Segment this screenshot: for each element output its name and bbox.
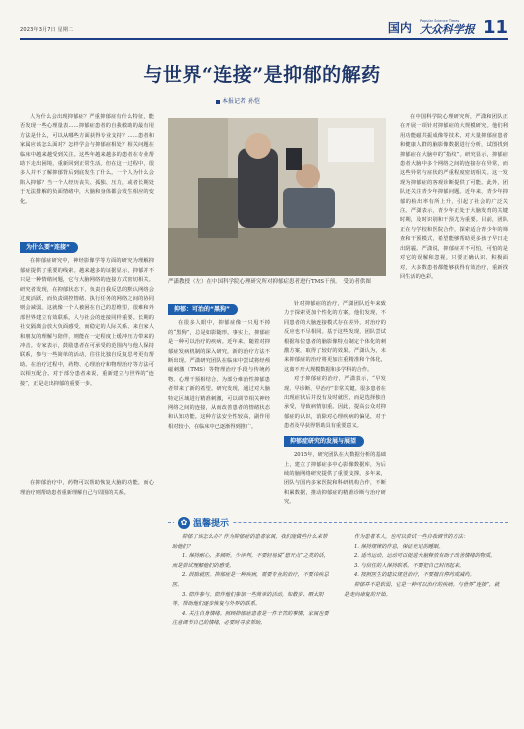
masthead-english: Popular Science Times <box>419 19 460 23</box>
byline-marker-icon <box>216 100 220 104</box>
tip-item: 3. 与信任的人保持联系，不要把自己封闭起来。 <box>354 562 465 569</box>
page-header <box>388 17 508 38</box>
subhead-treatable: 抑郁：可治的“黑狗” <box>168 304 238 315</box>
tip-item: 2. 鼓励就医。抑郁症是一种疾病，需要专业的治疗，不要讳疾忌医。 <box>172 572 329 588</box>
article-column-2 <box>168 300 270 520</box>
paragraph: 人为什么会出现抑郁症？严重抑郁症有什么特征，能否发现一些心理量表……抑郁症患者的自我救助的最有用方法是什么，可以从哪些方面获得专业支持？……患者和家属应该怎么面对？怎样学会与抑郁症相处？相关问题在临床中越来越受到关注。这些年越来越多的患者在专业帮助下走出困境，重新回到正常生活。但在这一过程中，很多人并不了解抑郁背后到底发生了什么。一个人为什么会陷入抑郁？当一个人经历丧失、孤独、压力，或者长期处于无法排解的负面情绪中，大脑和身体都会发生相应的变化。 <box>20 114 154 205</box>
tip-item: 2. 适当运动，运动可以促进大脑释放有助于改善情绪的物质。 <box>354 553 496 560</box>
article-column-4 <box>400 113 508 521</box>
paragraph: 在很多人眼中，抑郁症像一只甩不掉的“黑狗”，总是如影随形。事实上，抑郁症是一种可以治疗的疾病。近年来，随着对抑郁症发病机制的深入研究，新的治疗方法不断出现。严潇研究团队在临床中尝试将经颅磁刺激（TMS）等物理治疗手段与传统药物、心理干预相结合，为部分难治性抑郁患者带来了新的希望。研究发现，通过对大脑特定区域进行精准刺激，可以调节相关神经网络之间的连接，从而改善患者的情绪状态和认知功能。这种方法安全性较高，副作用相对较小，在临床中已逐渐得到推广。 <box>168 320 270 430</box>
paragraph: 对于抑郁症的治疗，严潇表示，“早发现、早诊断、早治疗”非常关键。很多患者在出现症状后并没有及时就医，而是选择独自承受，导致病情加重。因此，提高公众对抑郁症的认识，消除对心理疾病的偏见，对于患者及早获得帮助具有重要意义。 <box>284 376 386 430</box>
tip-item: 1. 保持规律的作息，保证充足的睡眠。 <box>354 543 444 550</box>
byline <box>216 96 260 105</box>
tip-item: 抑郁了该怎么办？作为抑郁症的患者家属，我们能做些什么来帮助他们？ <box>172 534 328 550</box>
masthead <box>420 19 475 36</box>
paragraph: 2015年，研究团队在大数据分析的基础上，建立了抑郁症多中心影像数据库，为后续的脑网络研究提供了重要支撑。多年来，团队与国内多家医院和科研机构合作，不断积累数据，推动抑郁症的精准诊断与治疗研究。 <box>284 452 386 506</box>
paragraph: 在中国科学院心理研究所，严潇和团队正在开展一项针对抑郁症的大规模研究。他们利用功能磁共振成像等技术，对大量抑郁症患者和健康人群的脑影像数据进行分析，试图找到抑郁症在大脑中的“指纹”。研究显示，抑郁症患者大脑中多个网络之间的连接存在异常，而这些异常与症状的严重程度密切相关。这一发现为抑郁症的客观诊断提供了可能。此外，团队还关注青少年抑郁问题。近年来，青少年抑郁的检出率有所上升，引起了社会的广泛关注。严潇表示，青少年正处于大脑发育的关键时期，及时识别和干预尤为重要。目前，团队正在与学校和医院合作，探索适合青少年的筛查和干预模式，希望能够帮助更多孩子早日走出阴霾。严潇说，抑郁症并不可怕，可怕的是对它的误解和忽视。只要正确认识、积极面对，大多数患者都能够获得有效治疗，重新找回生活的色彩。 <box>400 114 508 280</box>
issue-date: 2023年3月7日 星期二 <box>20 27 74 33</box>
subhead-outlook: 抑郁症研究的发展与展望 <box>284 436 364 447</box>
subhead-why-connect: 为什么要“连接” <box>20 242 78 253</box>
tip-item: 4. 按照医生的建议规范治疗，不要擅自停药或减药。 <box>354 572 475 579</box>
byline-text: 本报记者 孙恺 <box>222 98 260 105</box>
tips-title: 温馨提示 <box>193 519 230 529</box>
section-label: 国内 <box>387 21 412 35</box>
tip-item: 1. 保持耐心，多倾听，少评判。不要轻易说“想开点”之类的话，而是尝试理解他们的感受。 <box>172 553 329 569</box>
paragraph: 在抑郁治疗中，药物可以帮助恢复大脑的功能，而心理治疗则帮助患者重新理解自己与周围的关系。 <box>20 480 154 496</box>
tips-info-icon: ✿ <box>178 517 190 529</box>
masthead-chinese: 大众科学报 <box>419 23 475 36</box>
tip-item: 作为患者本人，也可以尝试一些自我调节的方法： <box>354 534 469 540</box>
tips-column-left <box>172 533 332 718</box>
paragraph: 在抑郁症研究中，神经影像学等方面的研究为理解抑郁症提供了重要的线索。越来越多的证据显示，抑郁并不只是一种情绪问题，它与大脑网络的连接方式密切相关。研究者发现，在抑郁状态下，负责自我反思的默认网络会过度活跃，而负责调控情绪、执行任务的网络之间的协同则会减弱。这就像一个人被困在自己的思维里，很难和外部世界建立有效联系。人与社会的连接同样重要。长期的社交隔离会放大负面感受，而稳定的人际关系、来自家人和朋友的理解与陪伴，则能在一定程度上缓冲压力带来的冲击。专家表示，鼓励患者在可承受的范围内与他人保持联系，参与一些简单的活动，往往比独自反复思考更有帮助。在治疗过程中，药物、心理治疗和物理治疗等方法可以相互配合。对于部分患者来说，重新建立与世界的“连接”，正是走出抑郁的重要一步。 <box>20 258 154 387</box>
article-photo <box>168 118 386 276</box>
photo-illustration <box>168 118 386 276</box>
photo-caption: 严潇教授（左）在中国科学院心理研究所对抑郁症患者进行TMS干预。 受访者供图 <box>168 279 371 285</box>
tips-column-right <box>344 533 504 718</box>
paragraph: 针对抑郁症的治疗，严潇团队近年来致力于探索更加个性化的方案。他们发现，不同患者的大脑连接模式存在差异，对治疗的反应也不尽相同。基于这些发现，团队尝试根据每位患者的脑影像特点制定个体化的刺激方案，取得了较好的效果。严潇认为，未来抑郁症的治疗将更加注重精准和个体化，这离不开大规模数据和多学科的合作。 <box>284 301 386 373</box>
tip-item: 抑郁并不是软弱，它是一种可以治疗的疾病。与世界“连接”，就是走向康复的开始。 <box>344 581 500 598</box>
tips-header <box>174 516 233 529</box>
article-title: 与世界“连接”是抑郁的解药 <box>143 64 381 86</box>
article-column-1 <box>20 113 154 521</box>
tips-box <box>168 517 508 722</box>
tip-item: 4. 关注自身情绪。照顾抑郁症患者是一件辛苦的事情，家属也要注意调节自己的情绪，必要时寻求帮助。 <box>172 610 329 627</box>
header-rule <box>20 38 508 40</box>
tip-item: 3. 陪伴参与。陪伴他们参加一些简单的活动，如散步、晒太阳等，帮助他们逐步恢复与外界的联系。 <box>172 591 324 608</box>
article-column-3 <box>284 300 386 520</box>
page-number: 11 <box>482 17 508 38</box>
